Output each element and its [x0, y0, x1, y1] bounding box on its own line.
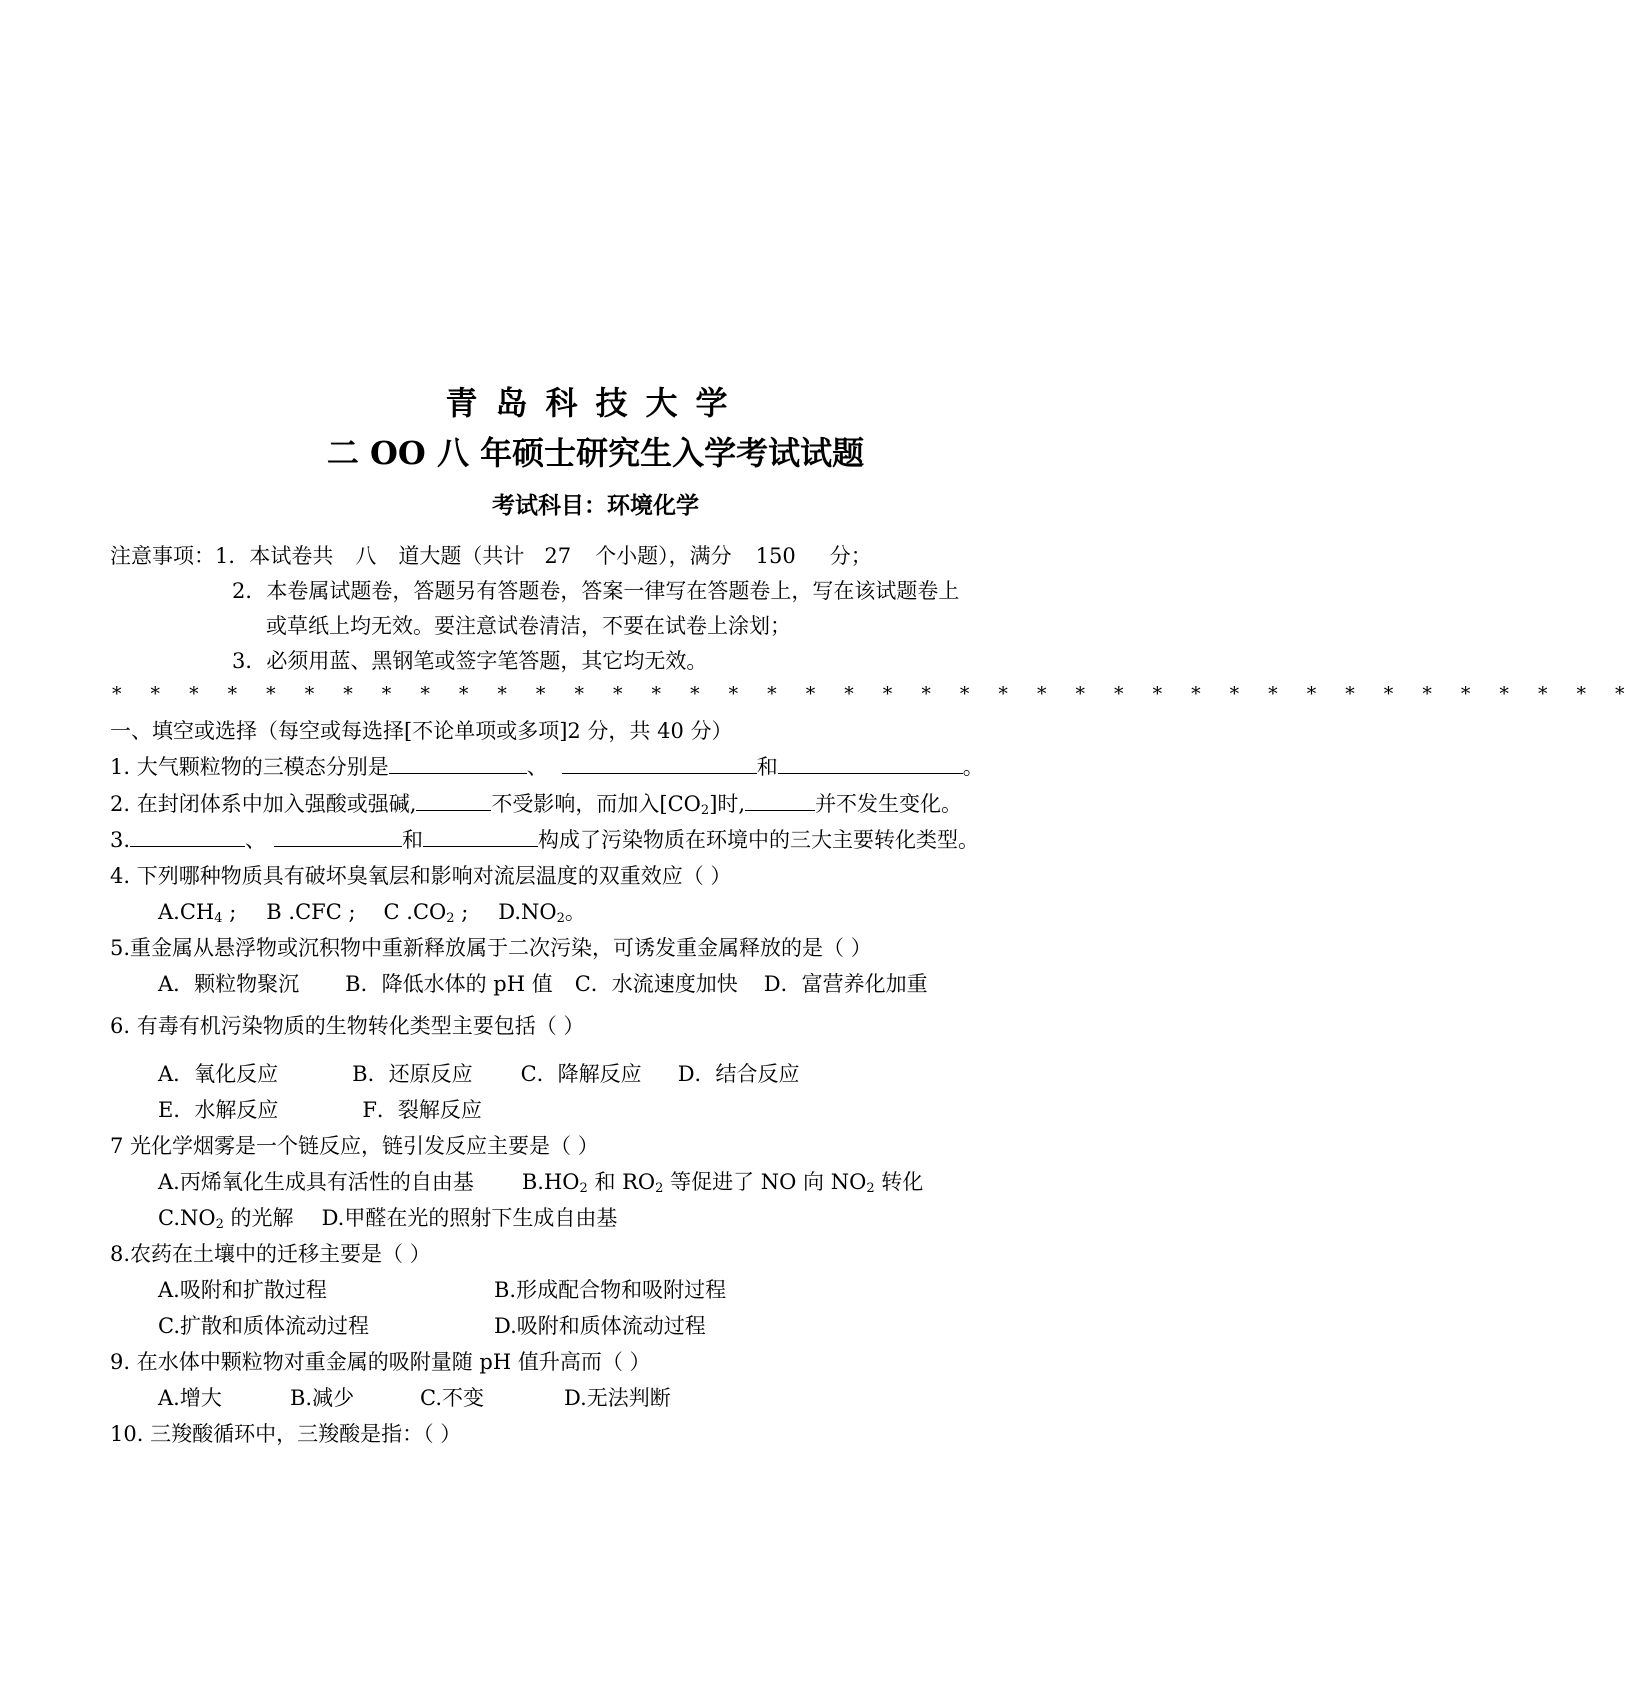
q2-text-d: 并不发生变化。 — [815, 792, 963, 816]
note-1-subcount: 27 — [544, 544, 572, 568]
q1-sep2: 和 — [756, 755, 778, 779]
q7-opt-b-1: B.HO — [521, 1170, 580, 1194]
q7-options-row2 — [158, 1204, 617, 1239]
q4-opt-d-end: 。 — [564, 900, 586, 924]
q1-blank-2[interactable] — [562, 753, 757, 774]
note-2-line2: 或草纸上均无效。要注意试卷清洁，不要在试卷上涂划； — [266, 614, 791, 638]
q3-blank-2[interactable] — [274, 826, 402, 847]
q7-opt-b-sub2: 2 — [655, 1181, 664, 1196]
q5-option-a[interactable]: A．颗粒物聚沉 — [158, 972, 300, 996]
q3-blank-1[interactable] — [130, 826, 245, 847]
q8-options-row1 — [158, 1276, 726, 1304]
q2-blank-2[interactable] — [745, 790, 815, 811]
question-5: 5.重金属从悬浮物或沉积物中重新释放属于二次污染，可诱发重金属释放的是（ ） — [110, 936, 872, 960]
question-2 — [110, 790, 962, 825]
q4-opt-d-sub: 2 — [556, 911, 565, 926]
q4-opt-a-sub: 4 — [214, 911, 223, 926]
note-1-mid: 道大题（共计 — [398, 544, 525, 568]
q4-opt-a-text: A.CH — [158, 900, 215, 924]
q7-opt-b-sub1: 2 — [579, 1181, 588, 1196]
q8-option-a[interactable]: A.吸附和扩散过程 — [158, 1278, 327, 1302]
q1-text: 大气颗粒物的三模态分别是 — [136, 755, 389, 779]
subject-title: 考试科目：环境化学 — [492, 492, 699, 519]
divider-stars: * * * * * * * * * * * * * * * * * * * * * * * * * * * * * * * * * * * * * * * * — [112, 683, 1636, 705]
q7-opt-c-sub: 2 — [215, 1217, 224, 1232]
q8-option-c[interactable]: C.扩散和质体流动过程 — [158, 1314, 369, 1338]
q6-option-d[interactable]: D．结合反应 — [677, 1062, 800, 1086]
q2-sub: 2 — [700, 803, 710, 818]
exam-title: 二 OO 八 年硕士研究生入学考试试题 — [326, 434, 865, 472]
q7-opt-c-2: 的光解 — [223, 1206, 294, 1230]
q3-number: 3. — [110, 828, 131, 852]
question-10: 10. 三羧酸循环中，三羧酸是指：（ ） — [110, 1422, 462, 1446]
q3-sep2: 和 — [402, 828, 424, 852]
q6-options-row1 — [158, 1060, 800, 1088]
q7-option-c[interactable] — [158, 1206, 294, 1230]
q2-text-c: ]时, — [709, 792, 746, 816]
q4-opt-a-end: ; — [222, 900, 237, 924]
q9-option-b[interactable]: B.减少 — [290, 1386, 355, 1410]
question-4: 4. 下列哪种物质具有破坏臭氧层和影响对流层温度的双重效应（ ） — [110, 864, 732, 888]
q7-opt-b-sub3: 2 — [866, 1181, 875, 1196]
q2-blank-1[interactable] — [416, 790, 491, 811]
q6-option-e[interactable]: E．水解反应 — [158, 1098, 279, 1122]
university-title: 青岛科技大学 — [445, 384, 746, 422]
section-1-heading: 一、填空或选择（每空或每选择[不论单项或多项]2 分，共 40 分） — [110, 719, 733, 743]
question-6: 6. 有毒有机污染物质的生物转化类型主要包括（ ） — [110, 1014, 585, 1038]
q8-options-row2 — [158, 1312, 706, 1340]
notes-label: 注意事项： — [110, 544, 215, 568]
q2-number: 2. — [110, 792, 131, 816]
question-9: 9. 在水体中颗粒物对重金属的吸附量随 pH 值升高而（ ） — [110, 1350, 651, 1374]
q3-text: 构成了污染物质在环境中的三大主要转化类型。 — [538, 828, 980, 852]
q8-option-b[interactable]: B.形成配合物和吸附过程 — [494, 1278, 727, 1302]
q4-option-d[interactable] — [498, 900, 586, 924]
q4-option-a[interactable] — [158, 900, 236, 924]
note-1-prefix: 1．本试卷共 — [215, 544, 334, 568]
q1-sep1: 、 — [526, 755, 548, 779]
q7-opt-c-1: C.NO — [158, 1206, 216, 1230]
q5-options — [158, 970, 928, 998]
q6-option-c[interactable]: C．降解反应 — [520, 1062, 642, 1086]
q6-option-a[interactable]: A．氧化反应 — [158, 1062, 279, 1086]
q5-option-c[interactable]: C．水流速度加快 — [574, 972, 738, 996]
q5-option-b[interactable]: B．降低水体的 pH 值 — [345, 972, 553, 996]
q6-option-b[interactable]: B．还原反应 — [352, 1062, 473, 1086]
note-1 — [110, 542, 872, 570]
q9-option-a[interactable]: A.增大 — [158, 1386, 222, 1410]
question-1 — [110, 753, 984, 781]
q4-opt-c-text: C .CO — [383, 900, 447, 924]
note-1-count: 八 — [355, 544, 377, 568]
q7-options-row1 — [158, 1168, 923, 1203]
q1-blank-3[interactable] — [778, 753, 963, 774]
q7-opt-b-3: 等促进了 NO 向 NO — [663, 1170, 867, 1194]
q4-opt-c-end: ; — [454, 900, 469, 924]
q9-options — [158, 1384, 671, 1412]
question-3 — [110, 826, 979, 854]
q6-option-f[interactable]: F．裂解反应 — [362, 1098, 482, 1122]
note-1-mid2: 个小题），满分 — [595, 544, 732, 568]
q2-text-b: 不受影响，而加入[CO — [491, 792, 701, 816]
q7-option-b[interactable] — [522, 1170, 923, 1194]
q7-opt-b-4: 转化 — [874, 1170, 924, 1194]
q7-option-d[interactable]: D.甲醛在光的照射下生成自由基 — [321, 1206, 618, 1230]
q7-opt-b-2: 和 RO — [587, 1170, 656, 1194]
q6-options-row2 — [158, 1096, 482, 1124]
q3-sep1: 、 — [245, 828, 267, 852]
q9-option-c[interactable]: C.不变 — [420, 1386, 484, 1410]
q1-number: 1. — [110, 755, 131, 779]
q4-option-b[interactable]: B .CFC ; — [266, 900, 356, 924]
q7-option-a[interactable]: A.丙烯氧化生成具有活性的自由基 — [158, 1170, 474, 1194]
q5-option-d[interactable]: D．富营养化加重 — [763, 972, 928, 996]
note-1-end: 分； — [829, 544, 872, 568]
q1-blank-1[interactable] — [389, 753, 527, 774]
q8-option-d[interactable]: D.吸附和质体流动过程 — [494, 1314, 706, 1338]
question-7: 7 光化学烟雾是一个链反应，链引发反应主要是（ ） — [110, 1134, 599, 1158]
q4-options — [158, 898, 586, 933]
note-2-line1: 2．本卷属试题卷，答题另有答题卷，答案一律写在答题卷上，写在该试题卷上 — [232, 579, 960, 603]
q2-text-a: 在封闭体系中加入强酸或强碱, — [136, 792, 417, 816]
q4-opt-d-text: D.NO — [498, 900, 557, 924]
q9-option-d[interactable]: D.无法判断 — [564, 1386, 671, 1410]
note-3: 3．必须用蓝、黑钢笔或签字笔答题，其它均无效。 — [232, 649, 708, 673]
q1-end: 。 — [962, 755, 984, 779]
q3-blank-3[interactable] — [423, 826, 538, 847]
note-1-score: 150 — [755, 544, 796, 568]
q4-option-c[interactable] — [384, 900, 469, 924]
q4-opt-c-sub: 2 — [446, 911, 455, 926]
question-8: 8.农药在土壤中的迁移主要是（ ） — [110, 1242, 431, 1266]
